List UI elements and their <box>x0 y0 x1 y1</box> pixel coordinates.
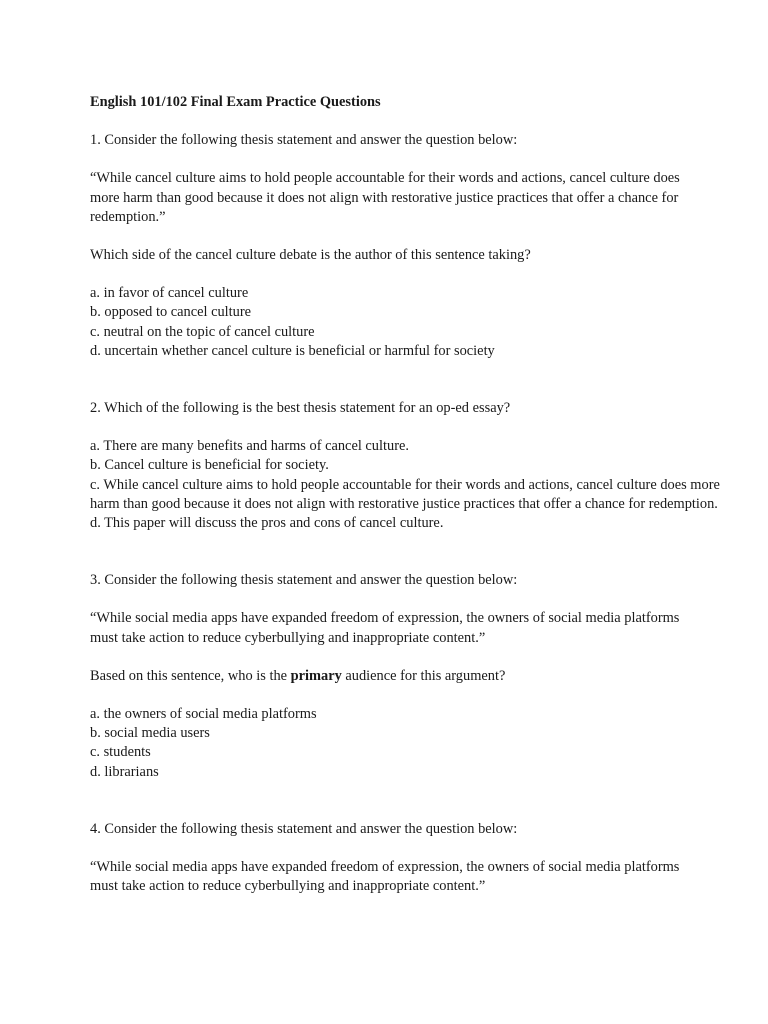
option-b: b. social media users <box>90 725 210 742</box>
question-3 <box>90 571 730 782</box>
option-b: b. Cancel culture is beneficial for society. <box>90 457 329 474</box>
option-b: b. opposed to cancel culture <box>90 304 252 321</box>
question-1 <box>90 131 730 361</box>
question-3-text-before: Based on this sentence, who is the <box>90 667 291 684</box>
question-2 <box>90 399 730 533</box>
question-1-question: Which side of the cancel culture debate is the author of this sentence taking? <box>90 247 531 264</box>
question-3-options <box>90 705 730 782</box>
option-c: c. While cancel culture aims to hold people accountable for their words and actions, cancel culture does more harm than good because it does not align with restorative justice practices that offer a chance for redemption. <box>90 476 720 512</box>
question-1-quote: “While cancel culture aims to hold people accountable for their words and actions, cancel culture does more harm than good because it does not align with restorative justice practices that offer a chance for redemption.” <box>90 170 680 225</box>
option-c: c. neutral on the topic of cancel culture <box>90 323 315 340</box>
spacer <box>90 361 730 399</box>
question-3-quote: “While social media apps have expanded freedom of expression, the owners of social media platforms must take action to reduce cyberbullying and inappropriate content.” <box>90 610 680 646</box>
option-d: d. This paper will discuss the pros and cons of cancel culture. <box>90 515 444 532</box>
question-4-prompt: 4. Consider the following thesis statement and answer the question below: <box>90 820 518 837</box>
question-3-text-after: audience for this argument? <box>341 667 506 684</box>
question-2-options <box>90 437 730 533</box>
option-d: d. librarians <box>90 763 159 780</box>
question-4 <box>90 820 730 897</box>
option-a: a. There are many benefits and harms of cancel culture. <box>90 438 409 455</box>
spacer <box>90 782 730 820</box>
question-3-emphasis: primary <box>290 667 342 684</box>
spacer <box>90 533 730 571</box>
question-2-prompt: 2. Which of the following is the best thesis statement for an op-ed essay? <box>90 400 511 417</box>
question-3-question <box>90 667 730 686</box>
question-3-prompt: 3. Consider the following thesis statement and answer the question below: <box>90 572 518 589</box>
question-1-options <box>90 284 730 361</box>
question-1-prompt: 1. Consider the following thesis statement and answer the question below: <box>90 132 518 149</box>
option-a: a. in favor of cancel culture <box>90 285 249 302</box>
question-4-quote: “While social media apps have expanded freedom of expression, the owners of social media platforms must take action to reduce cyberbullying and inappropriate content.” <box>90 859 680 895</box>
document-title: English 101/102 Final Exam Practice Questions <box>90 94 381 110</box>
option-a: a. the owners of social media platforms <box>90 706 317 723</box>
option-c: c. students <box>90 744 151 761</box>
document-body <box>90 93 730 915</box>
option-d: d. uncertain whether cancel culture is beneficial or harmful for society <box>90 342 495 359</box>
